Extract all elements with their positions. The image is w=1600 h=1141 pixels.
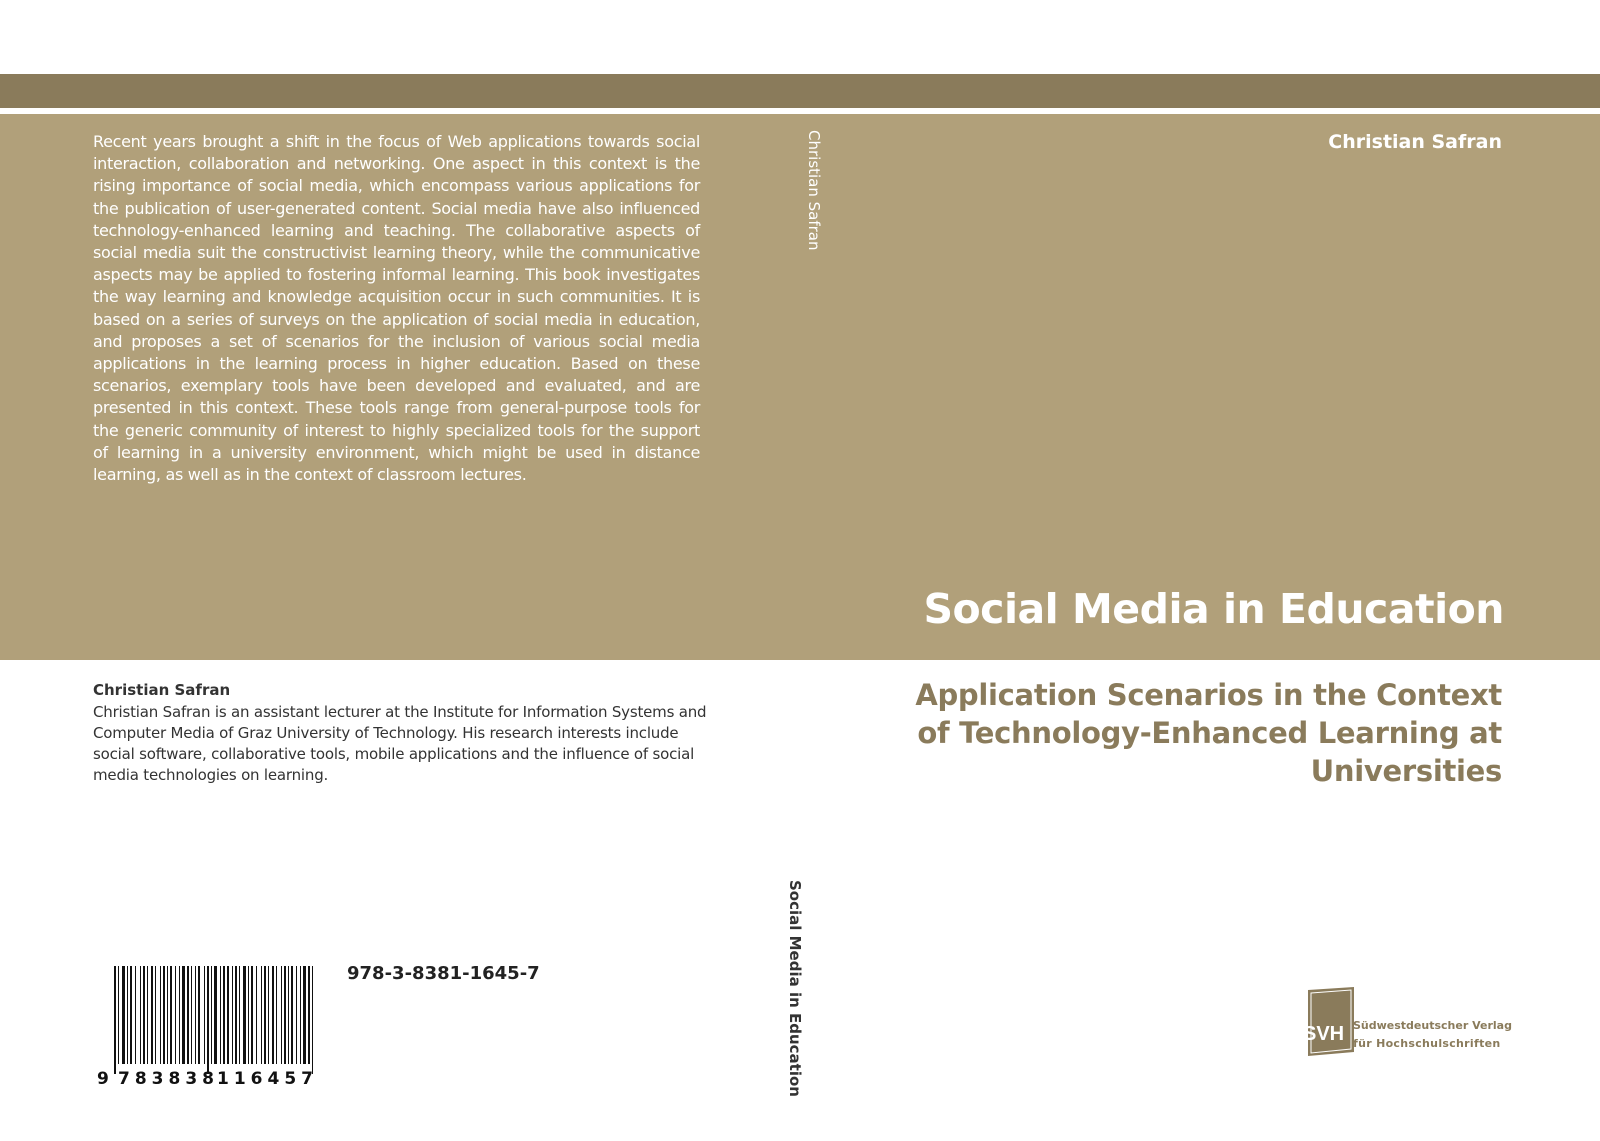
barcode-bar [160,966,161,1064]
barcode-bar [223,966,225,1064]
barcode-bar [251,966,253,1064]
barcode-digits-left: 783838 [118,1069,219,1088]
barcode-bar [272,966,274,1064]
front-cover-subtitle: Application Scenarios in the Context of Technology-Enhanced Learning at Universities [915,678,1502,788]
barcode-bar [151,966,153,1064]
author-bio-text: Christian Safran is an assistant lecturer at the Institute for Information Systems and Computer Media of Graz University of Technology. His research interests include social software, collaborative tools, mobile applications and the influence of social media technologies on learning. [93,703,707,784]
barcode-bar [182,966,185,1064]
barcode-bar [198,966,200,1064]
top-color-band [0,74,1600,108]
barcode-bar [308,966,310,1064]
barcode-bar [276,966,277,1064]
barcode-bar [130,966,132,1064]
barcode-bar [214,966,217,1064]
barcode-bar [232,966,233,1064]
barcode-bar [256,966,257,1064]
barcode-bar [227,966,229,1064]
barcode-bar [288,966,289,1064]
barcode-bar [140,966,141,1064]
barcode-bar [312,966,313,1074]
barcode-bar [118,966,119,1064]
barcode-bar [268,966,269,1064]
barcode-bar [163,966,165,1064]
barcode-bar [114,966,116,1074]
barcode-bar [147,966,148,1064]
barcode-bar [211,966,212,1064]
barcode-bar [300,966,301,1064]
barcode-bar [204,966,205,1064]
barcode-bar [296,966,297,1064]
barcode-bar [155,966,156,1064]
barcode-bar [220,966,221,1064]
barcode-bar [207,966,209,1074]
barcode-bar [127,966,128,1064]
barcode-bar [243,966,246,1064]
front-cover-author: Christian Safran [1328,131,1502,153]
barcode-bar [248,966,249,1064]
barcode-bar [264,966,266,1064]
isbn-barcode [94,966,324,1088]
svh-logo-text: SVH [1303,1023,1345,1045]
publisher-name-line2: für Hochschulschriften [1353,1037,1501,1050]
spine-author: Christian Safran [805,130,823,251]
barcode-bar [239,966,240,1064]
back-cover-blurb: Recent years brought a shift in the focus of Web applications towards social interaction, collaboration and networking. One aspect in this context is the rising importance of social media, which encompass various applications for the publication of user-generated content. Social media have also influenced technology-enhanced learning and teaching. The collaborative aspects of social media suit the constructivist learning theory, while the communicative aspects may be applied to fostering informal learning. This book investigates the way learning and knowledge acquisition occur in such communities. It is based on a series of surveys on the application of social media in education, and proposes a set of scenarios for the inclusion of various social media applications in the learning process in higher education. Based on these scenarios, exemplary tools have been developed and evaluated, and are presented in this context. These tools range from general-purpose tools for the generic community of interest to highly specialized tools for the support of learning in a university environment, which might be used in distance learning, as well as in the context of classroom lectures. [93,132,700,485]
barcode-bar [261,966,262,1064]
isbn-number: 978-3-8381-1645-7 [347,963,540,984]
barcode-bar [291,966,293,1064]
front-cover-title: Social Media in Education [923,585,1504,633]
svh-logo-icon [1302,986,1358,1058]
barcode-bar [179,966,180,1064]
barcode-bar [281,966,282,1064]
barcode-bar [167,966,168,1064]
barcode-bar [187,966,189,1064]
barcode-bar [284,966,286,1064]
barcode-bar [170,966,172,1064]
barcode-bar [303,966,306,1064]
spine-title: Social Media in Education [786,880,804,1097]
barcode-bar [175,966,176,1064]
barcode-bar [143,966,145,1064]
barcode-digit-lead: 9 [97,1069,109,1088]
publisher-name-line1: Südwestdeutscher Verlag [1353,1019,1512,1032]
barcode-bar [195,966,196,1064]
barcode-digits-right: 116457 [217,1069,318,1088]
barcode-bars [114,966,313,1074]
barcode-bar [135,966,136,1064]
barcode-bar [235,966,237,1064]
barcode-bar [191,966,192,1064]
author-bio-name: Christian Safran [93,681,231,699]
barcode-bar [122,966,125,1064]
